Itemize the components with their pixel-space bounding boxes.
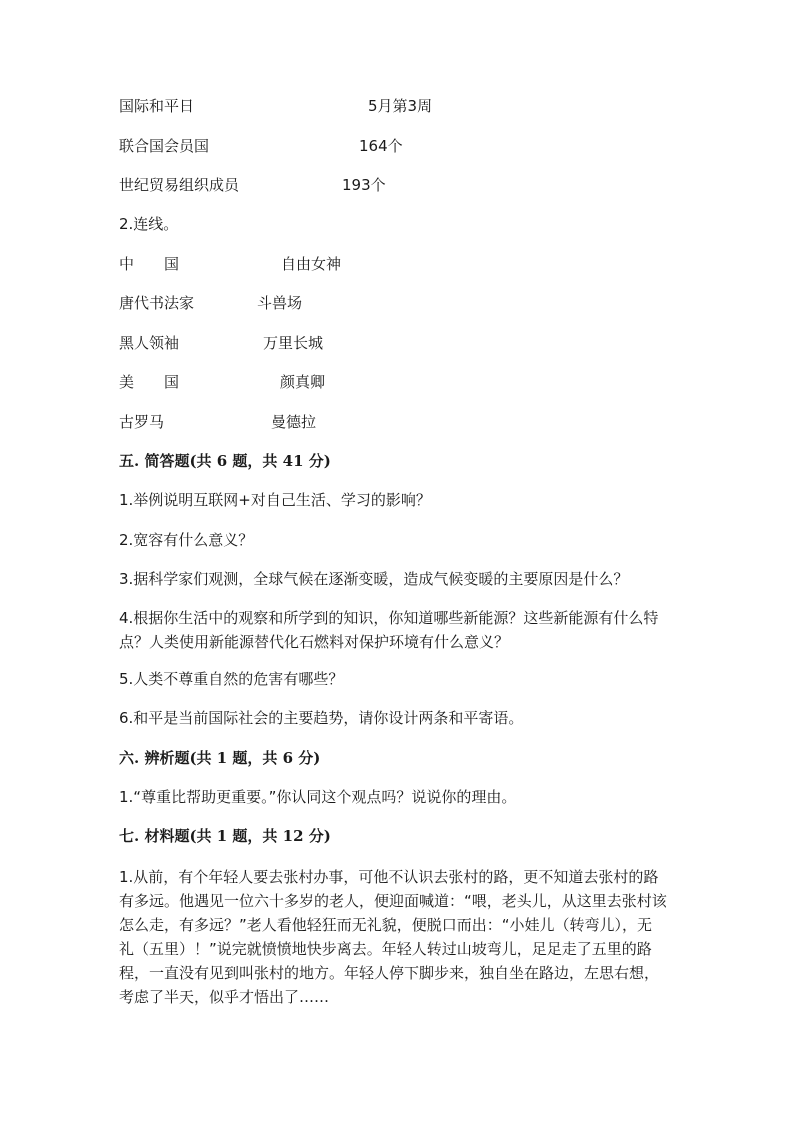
section5-title: 五. 简答题(共 6 题，共 41 分) xyxy=(119,452,331,470)
match1-left-2: 世纪贸易组织成员 xyxy=(119,176,240,194)
section6-question-1: 1.“尊重比帮助更重要。”你认同这个观点吗？说说你的理由。 xyxy=(119,788,517,806)
section5-question-6: 6.和平是当前国际社会的主要趋势，请你设计两条和平寄语。 xyxy=(119,709,524,727)
match2-right-3: 颜真卿 xyxy=(280,373,326,391)
section5-question-4: 4.根据你生活中的观察和所学到的知识，你知道哪些新能源？这些新能源有什么特点？人类使用新能源替代化石燃料对保护环境有什么意义？ xyxy=(119,609,659,651)
match2-left-0: 中 国 xyxy=(119,255,180,273)
section6-title: 六. 辨析题(共 1 题，共 6 分) xyxy=(119,749,321,767)
match2-left-4: 古罗马 xyxy=(119,413,165,431)
match1-right-1: 164个 xyxy=(359,137,403,155)
section5-question-3: 3.据科学家们观测，全球气候在逐渐变暖，造成气候变暖的主要原因是什么？ xyxy=(119,570,629,588)
section7-material: 1.从前，有个年轻人要去张村办事，可他不认识去张村的路，更不知道去张村的路有多远。他遇见一位六十多岁的老人，便迎面喊道：“喂，老头儿，从这里去张村该怎么走，有多远？”老人看他轻狂而无礼貌，便脱口而出：“小娃儿（转弯儿），无礼（五里）！”说完就愤愤地快步离去。年轻人转过山坡弯儿，足足走了五里的路程，一直没有见到叫张村的地方。年轻人停下脚步来，独自坐在路边，左思右想，考虑了半天，似乎才悟出了…… xyxy=(119,868,667,1006)
section5-question-1: 1.举例说明互联网+对自己生活、学习的影响？ xyxy=(119,491,431,509)
match2-title: 2.连线。 xyxy=(119,215,179,233)
match2-left-2: 黑人领袖 xyxy=(119,334,180,352)
match1-left-0: 国际和平日 xyxy=(119,97,195,115)
match2-left-3: 美 国 xyxy=(119,373,180,391)
section5-question-2: 2.宽容有什么意义？ xyxy=(119,531,254,549)
section5-question-5: 5.人类不尊重自然的危害有哪些？ xyxy=(119,670,344,688)
match2-left-1: 唐代书法家 xyxy=(119,294,195,312)
match2-right-2: 万里长城 xyxy=(263,334,324,352)
section7-title: 七. 材料题(共 1 题，共 12 分) xyxy=(119,827,331,845)
match1-left-1: 联合国会员国 xyxy=(119,137,210,155)
match2-right-0: 自由女神 xyxy=(281,255,342,273)
match2-right-1: 斗兽场 xyxy=(257,294,303,312)
match2-right-4: 曼德拉 xyxy=(271,413,317,431)
match1-right-2: 193个 xyxy=(342,176,386,194)
match1-right-0: 5月第3周 xyxy=(368,97,433,115)
